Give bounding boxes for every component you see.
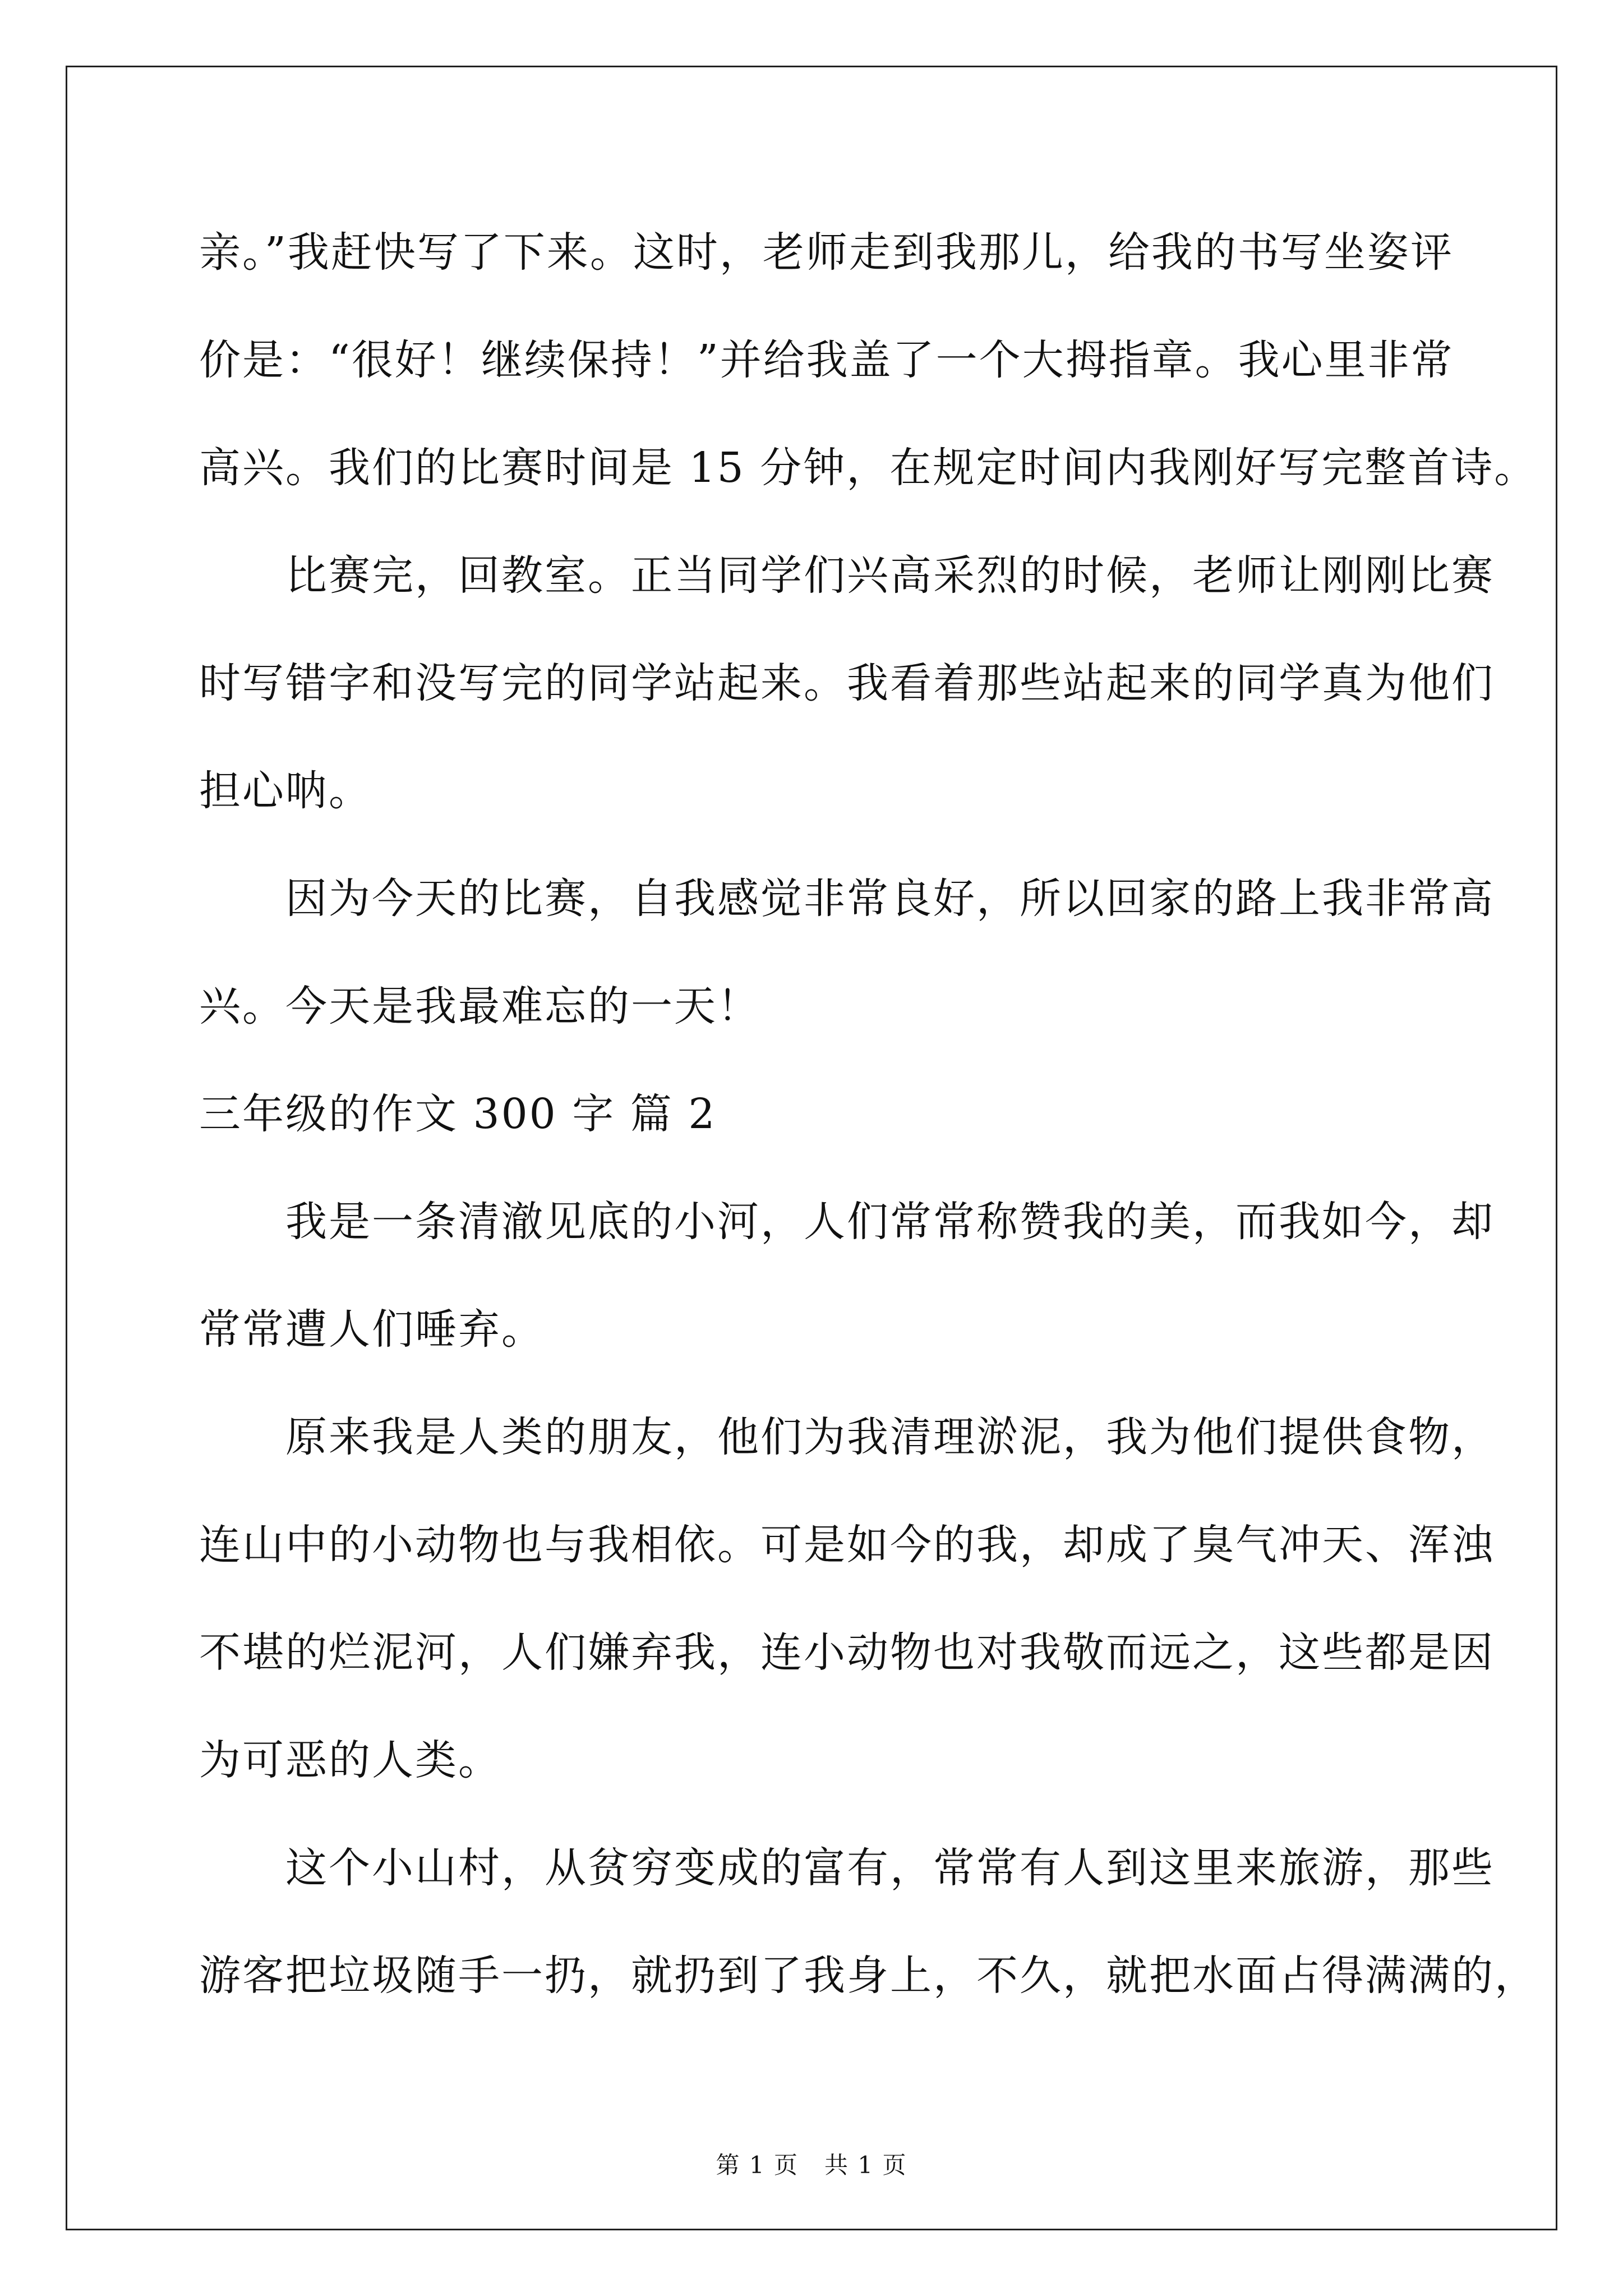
body-text-line: 不堪的烂泥河，人们嫌弃我，连小动物也对我敬而远之，这些都是因 <box>199 1628 1495 1677</box>
body-text-line: 高兴。我们的比赛时间是 15 分钟，在规定时间内我刚好写完整首诗。 <box>199 444 1538 492</box>
body-text-line: 游客把垃圾随手一扔，就扔到了我身上，不久，就把水面占得满满的， <box>199 1952 1538 2000</box>
body-text-line: 原来我是人类的朋友，他们为我清理淤泥，我为他们提供食物， <box>199 1413 1495 1461</box>
body-text-line: 常常遭人们唾弃。 <box>199 1305 545 1354</box>
body-text-line: 为可恶的人类。 <box>199 1736 501 1784</box>
body-text-line: 我是一条清澈见底的小河，人们常常称赞我的美，而我如今，却 <box>199 1198 1495 1246</box>
body-text-line: 时写错字和没写完的同学站起来。我看着那些站起来的同学真为他们 <box>199 659 1495 707</box>
body-text-line: 连山中的小动物也与我相依。可是如今的我，却成了臭气冲天、浑浊 <box>199 1521 1495 1569</box>
body-text-line: 价是：“很好！继续保持！”并给我盖了一个大拇指章。我心里非常 <box>199 336 1454 384</box>
body-text-line: 因为今天的比赛，自我感觉非常良好，所以回家的路上我非常高 <box>199 875 1495 923</box>
page-footer: 第 1 页 共 1 页 <box>716 2151 907 2179</box>
body-text-line: 担心呐。 <box>199 767 372 815</box>
body-text-line: 这个小山村，从贫穷变成的富有，常常有人到这里来旅游，那些 <box>199 1844 1495 1892</box>
body-text-line: 兴。今天是我最难忘的一天！ <box>199 982 760 1030</box>
body-text-line: 比赛完，回教室。正当同学们兴高采烈的时候，老师让刚刚比赛 <box>199 551 1495 600</box>
section-heading: 三年级的作文 300 字 篇 2 <box>199 1090 717 1138</box>
page-frame <box>66 66 1557 2230</box>
body-text-line: 亲。”我赶快写了下来。这时，老师走到我那儿，给我的书写坐姿评 <box>199 228 1454 277</box>
